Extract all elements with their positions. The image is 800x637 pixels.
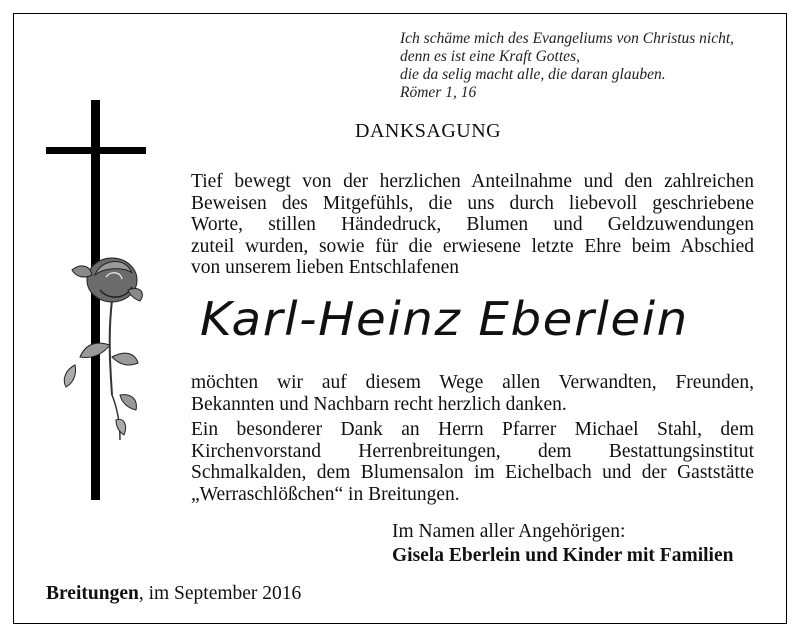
text-line: Tief bewegt von der herzlichen Anteilnahme und den zahlreichen [191, 171, 754, 192]
place-name: Breitungen [46, 583, 139, 604]
thanks-paragraph [191, 372, 754, 415]
text-line: Beweisen des Mitgefühls, die uns durch liebevoll geschriebene [191, 192, 754, 214]
text-line: von unserem lieben Entschlafenen [191, 257, 460, 278]
bible-quote [400, 30, 734, 102]
text-line: Kirchenvorstand Herrenbreitungen, dem Bestattungsinstitut [191, 440, 754, 462]
deceased-name: Karl-Heinz Eberlein [200, 292, 689, 346]
quote-reference: Römer 1, 16 [400, 84, 477, 101]
text-line: Worte, stillen Händedruck, Blumen und Geldzuwendungen [191, 214, 754, 235]
place-date [46, 583, 301, 605]
signature-intro: Im Namen aller Angehörigen: [392, 521, 626, 542]
text-line: Bekannten und Nachbarn recht herzlich danken. [191, 393, 567, 415]
cross-icon [40, 95, 155, 505]
date-text: , im September 2016 [138, 583, 302, 604]
text-line: „Werraschlößchen“ in Breitungen. [191, 483, 460, 505]
quote-line: die da selig macht alle, die daran glauben. [400, 66, 666, 83]
quote-line: denn es ist eine Kraft Gottes, [400, 48, 580, 65]
rose-icon [64, 258, 142, 440]
signature-names: Gisela Eberlein und Kinder mit Familien [392, 545, 734, 566]
special-thanks-paragraph [191, 419, 754, 505]
quote-line: Ich schäme mich des Evangeliums von Christus nicht, [400, 30, 735, 47]
text-line: Ein besonderer Dank an Herrn Pfarrer Michael Stahl, dem [191, 419, 754, 440]
text-line: Schmalkalden, dem Blumensalon im Eichelbach und der Gaststätte [191, 462, 754, 483]
intro-paragraph [191, 171, 754, 279]
page-title: DANKSAGUNG [355, 120, 502, 142]
text-line: möchten wir auf diesem Wege allen Verwandten, Freunden, [191, 372, 754, 393]
text-line: zuteil wurden, sowie für die erwiesene letzte Ehre beim Abschied [191, 235, 754, 257]
